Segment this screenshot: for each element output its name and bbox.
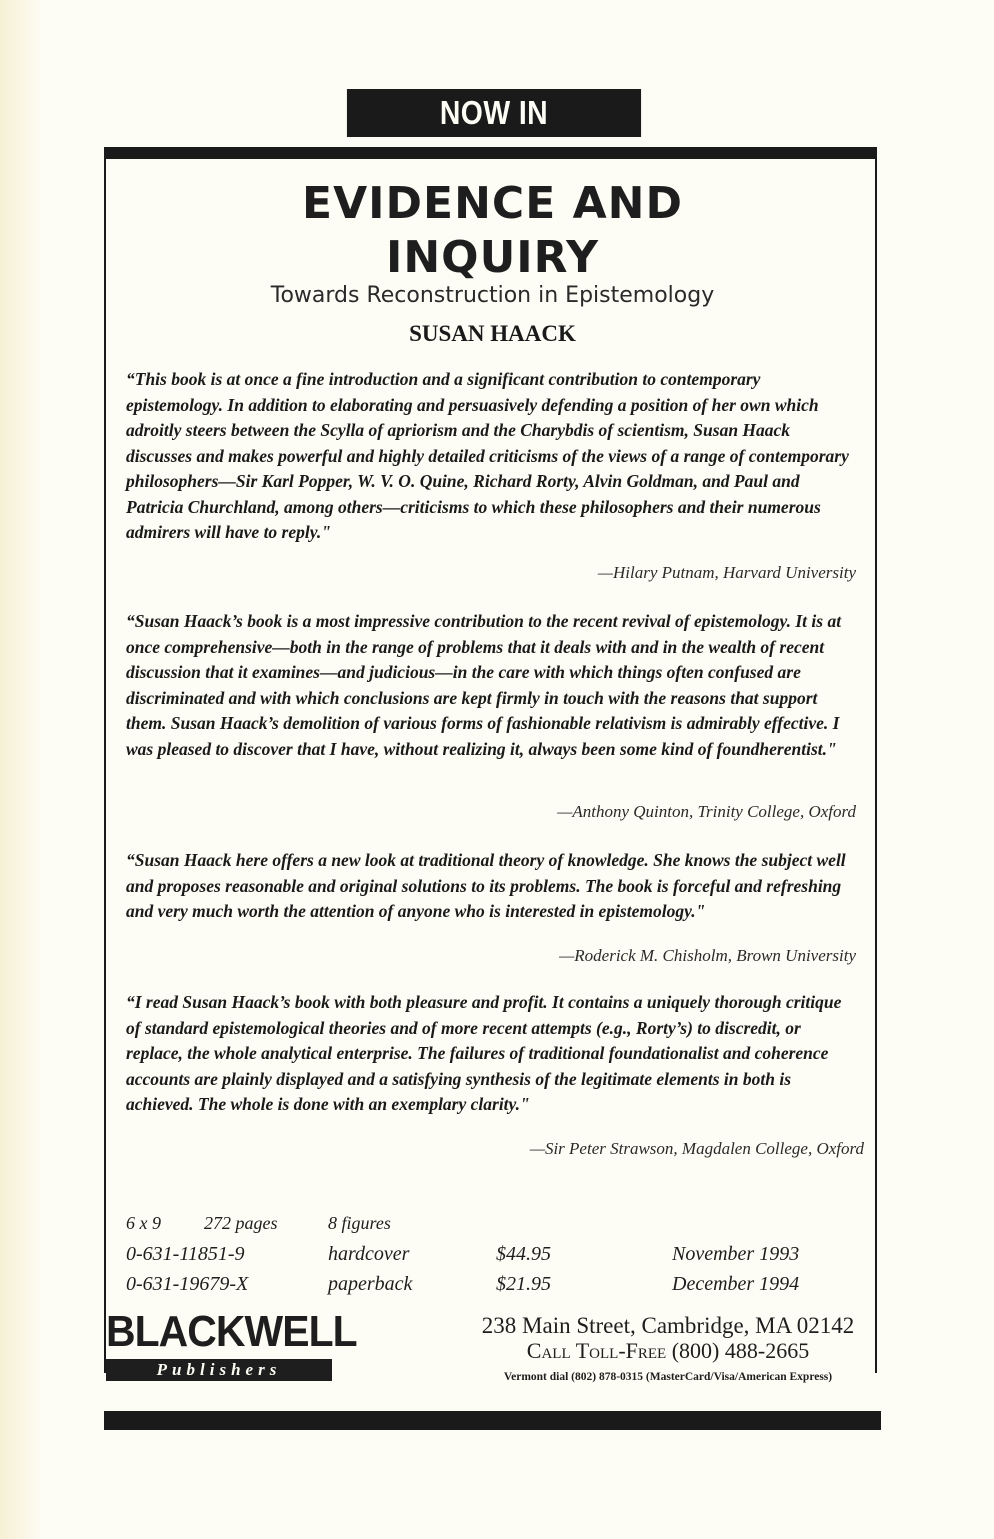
publisher-contact xyxy=(458,1313,878,1383)
edition-date: November 1993 xyxy=(672,1243,800,1265)
book-title-line1: EVIDENCE AND xyxy=(302,178,683,229)
edition-format: paperback xyxy=(328,1273,413,1295)
logo-publishers-bar: Publishers xyxy=(106,1359,332,1381)
isbn: 0-631-11851-9 xyxy=(126,1243,245,1265)
figure-count: 8 figures xyxy=(328,1213,391,1233)
review-attribution-putnam: —Hilary Putnam, Harvard University xyxy=(597,563,856,582)
now-in-paperback-banner: NOW IN PAPERBACK xyxy=(347,89,641,137)
book-title-line2: INQUIRY xyxy=(385,232,600,283)
logo-wordmark: BLACKWELL xyxy=(106,1307,357,1356)
page-count: 272 pages xyxy=(204,1213,278,1233)
isbn: 0-631-19679-X xyxy=(126,1273,249,1295)
edition-price: $44.95 xyxy=(496,1243,551,1265)
review-quote-quinton: “Susan Haack’s book is a most impressive contribution to the recent revival of epistemology. It is at once comprehensive—both in the range of problems that it deals with and in the wealth of recent discussion that it examines—and judicious—in the care with which things often confused are discriminated and with which conclusions are kept firmly in touch with the reasons that support them. Susan Haack’s demolition of various forms of fashionable relativism is admirably effective. I was pleased to discover that I have, without realizing it, always been some kind of foundherentist." xyxy=(126,611,842,759)
review-quote-chisholm: “Susan Haack here offers a new look at traditional theory of knowledge. She knows the subject well and proposes reasonable and original solutions to its problems. The book is forceful and refreshing and very much worth the attention of anyone who is interested in epistemology." xyxy=(126,850,846,921)
publisher-address: 238 Main Street, Cambridge, MA 02142 xyxy=(481,1313,855,1338)
trim-size: 6 x 9 xyxy=(126,1213,161,1233)
review-quote-strawson: “I read Susan Haack’s book with both pleasure and profit. It contains a uniquely thorough critique of standard epistemological theories and of more recent attempts (e.g., Rorty’s) to discredit, or replace, the whole analytical enterprise. The failures of traditional foundationalist and coherence accounts are plainly displayed and a satisfying synthesis of the legitimate elements in both is achieved. The whole is done with an exemplary clarity." xyxy=(126,992,842,1114)
page-edge xyxy=(0,0,42,1539)
review-attribution-strawson: —Sir Peter Strawson, Magdalen College, Oxford xyxy=(529,1139,864,1158)
review-attribution-quinton: —Anthony Quinton, Trinity College, Oxford xyxy=(557,802,856,821)
vermont-phone-note: Vermont dial (802) 878-0315 (MasterCard/Visa/American Express) xyxy=(503,1371,833,1383)
toll-free-phone: Call Toll-Free (800) 488-2665 xyxy=(526,1338,810,1363)
edition-format: hardcover xyxy=(328,1243,410,1265)
book-subtitle: Towards Reconstruction in Epistemology xyxy=(270,283,715,308)
bottom-rule xyxy=(104,1411,881,1430)
review-quote-putnam: “This book is at once a fine introduction and a significant contribution to contemporary epistemology. In addition to elaborating and persuasively defending a position of her own which adroitly steers between the Scylla of apriorism and the Charybdis of scientism, Susan Haack discusses and makes powerful and highly detailed criticisms of the views of a range of contemporary philosophers—Sir Karl Popper, W. V. O. Quine, Richard Rorty, Alvin Goldman, and Paul and Patricia Churchland, among others—criticisms to which these philosophers and their numerous admirers will have to reply." xyxy=(126,369,849,542)
review-attribution-chisholm: —Roderick M. Chisholm, Brown University xyxy=(559,946,856,965)
edition-price: $21.95 xyxy=(496,1273,551,1295)
book-author: SUSAN HAACK xyxy=(409,321,576,346)
blackwell-logo xyxy=(106,1307,357,1381)
edition-date: December 1994 xyxy=(672,1273,800,1295)
